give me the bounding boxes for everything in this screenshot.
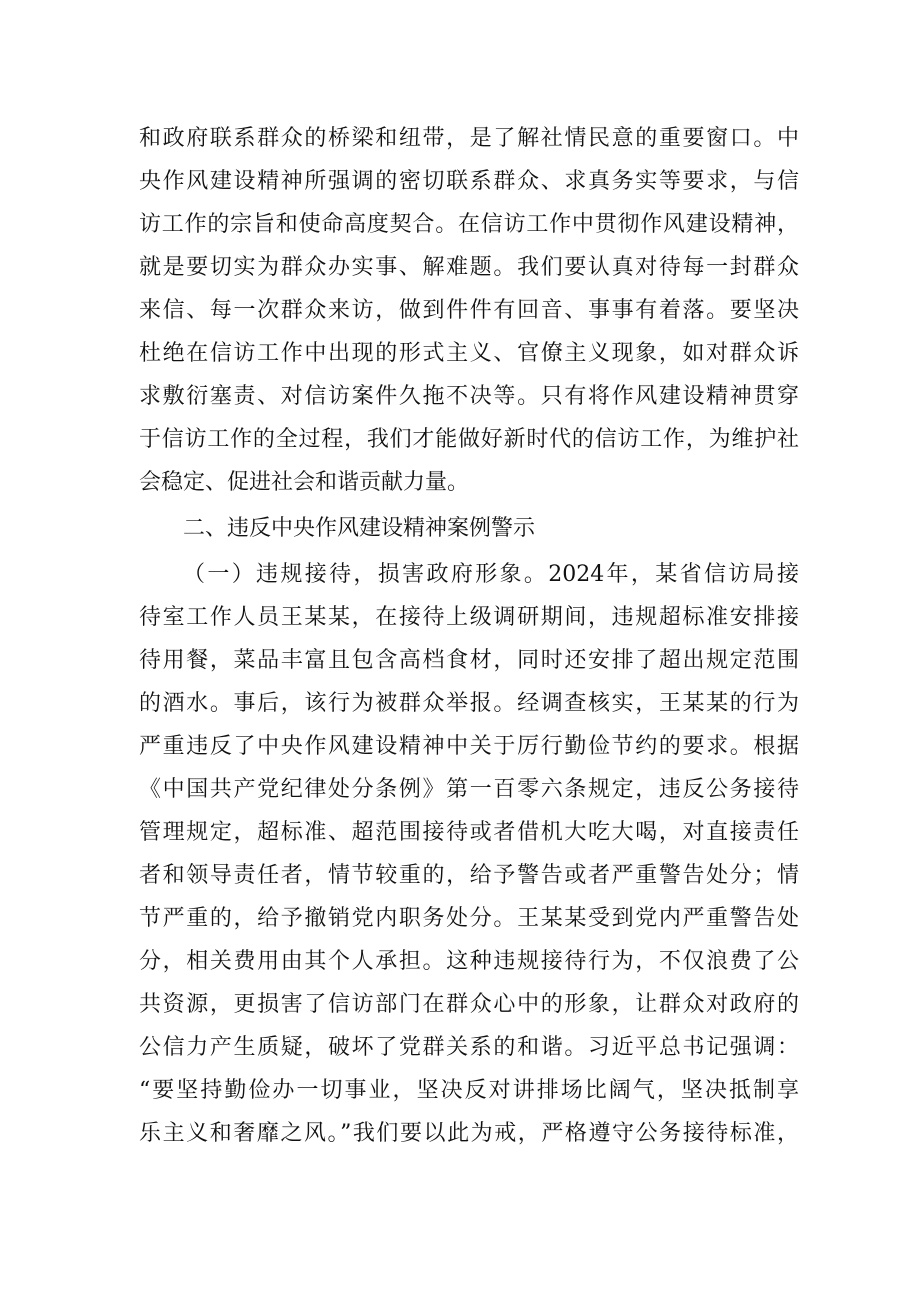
body-text-line: 杜绝在信访工作中出现的形式主义、官僚主义现象，如对群众诉 <box>139 341 799 366</box>
body-text-line: 访工作的宗旨和使命高度契合。在信访工作中贯彻作风建设精神， <box>139 212 799 237</box>
body-text-line: 和政府联系群众的桥梁和纽带，是了解社情民意的重要窗口。中 <box>139 126 799 151</box>
body-text-line: 分，相关费用由其个人承担。这种违规接待行为，不仅浪费了公 <box>139 949 799 974</box>
body-text-line: （一）违规接待，损害政府形象。2024年，某省信访局接 <box>183 562 799 587</box>
body-text-line: 于信访工作的全过程，我们才能做好新时代的信访工作，为维护社 <box>139 427 799 452</box>
body-text-line: 《中国共产党纪律处分条例》第一百零六条规定，违反公务接待 <box>139 777 799 802</box>
section-heading: 二、违反中央作风建设精神案例警示 <box>183 516 536 541</box>
body-text-line: 就是要切实为群众办实事、解难题。我们要认真对待每一封群众 <box>139 255 799 280</box>
body-text-line: 待用餐，菜品丰富且包含高档食材，同时还安排了超出规定范围 <box>139 648 799 673</box>
body-text-line: 来信、每一次群众来访，做到件件有回音、事事有着落。要坚决 <box>139 298 799 323</box>
body-text-line: “要坚持勤俭办一切事业，坚决反对讲排场比阔气，坚决抵制享 <box>139 1078 799 1103</box>
body-text-line: 共资源，更损害了信访部门在群众心中的形象，让群众对政府的 <box>139 992 799 1017</box>
body-text-line: 待室工作人员王某某，在接待上级调研期间，违规超标准安排接 <box>139 605 799 630</box>
body-text-line: 乐主义和奢靡之风。”我们要以此为戒，严格遵守公务接待标准， <box>139 1121 799 1146</box>
body-text-line: 央作风建设精神所强调的密切联系群众、求真务实等要求，与信 <box>139 169 799 194</box>
body-text-line: 节严重的，给予撤销党内职务处分。王某某受到党内严重警告处 <box>139 906 799 931</box>
body-text-line: 会稳定、促进社会和谐贡献力量。 <box>139 470 470 495</box>
body-text-line: 的酒水。事后，该行为被群众举报。经调查核实，王某某的行为 <box>139 691 799 716</box>
body-text-line: 者和领导责任者，情节较重的，给予警告或者严重警告处分；情 <box>139 863 799 888</box>
body-text-line: 公信力产生质疑，破坏了党群关系的和谐。习近平总书记强调： <box>139 1035 799 1060</box>
body-text-line: 管理规定，超标准、超范围接待或者借机大吃大喝，对直接责任 <box>139 820 799 845</box>
body-text-line: 严重违反了中央作风建设精神中关于厉行勤俭节约的要求。根据 <box>139 734 799 759</box>
body-text-line: 求敷衍塞责、对信访案件久拖不决等。只有将作风建设精神贯穿 <box>139 384 799 409</box>
